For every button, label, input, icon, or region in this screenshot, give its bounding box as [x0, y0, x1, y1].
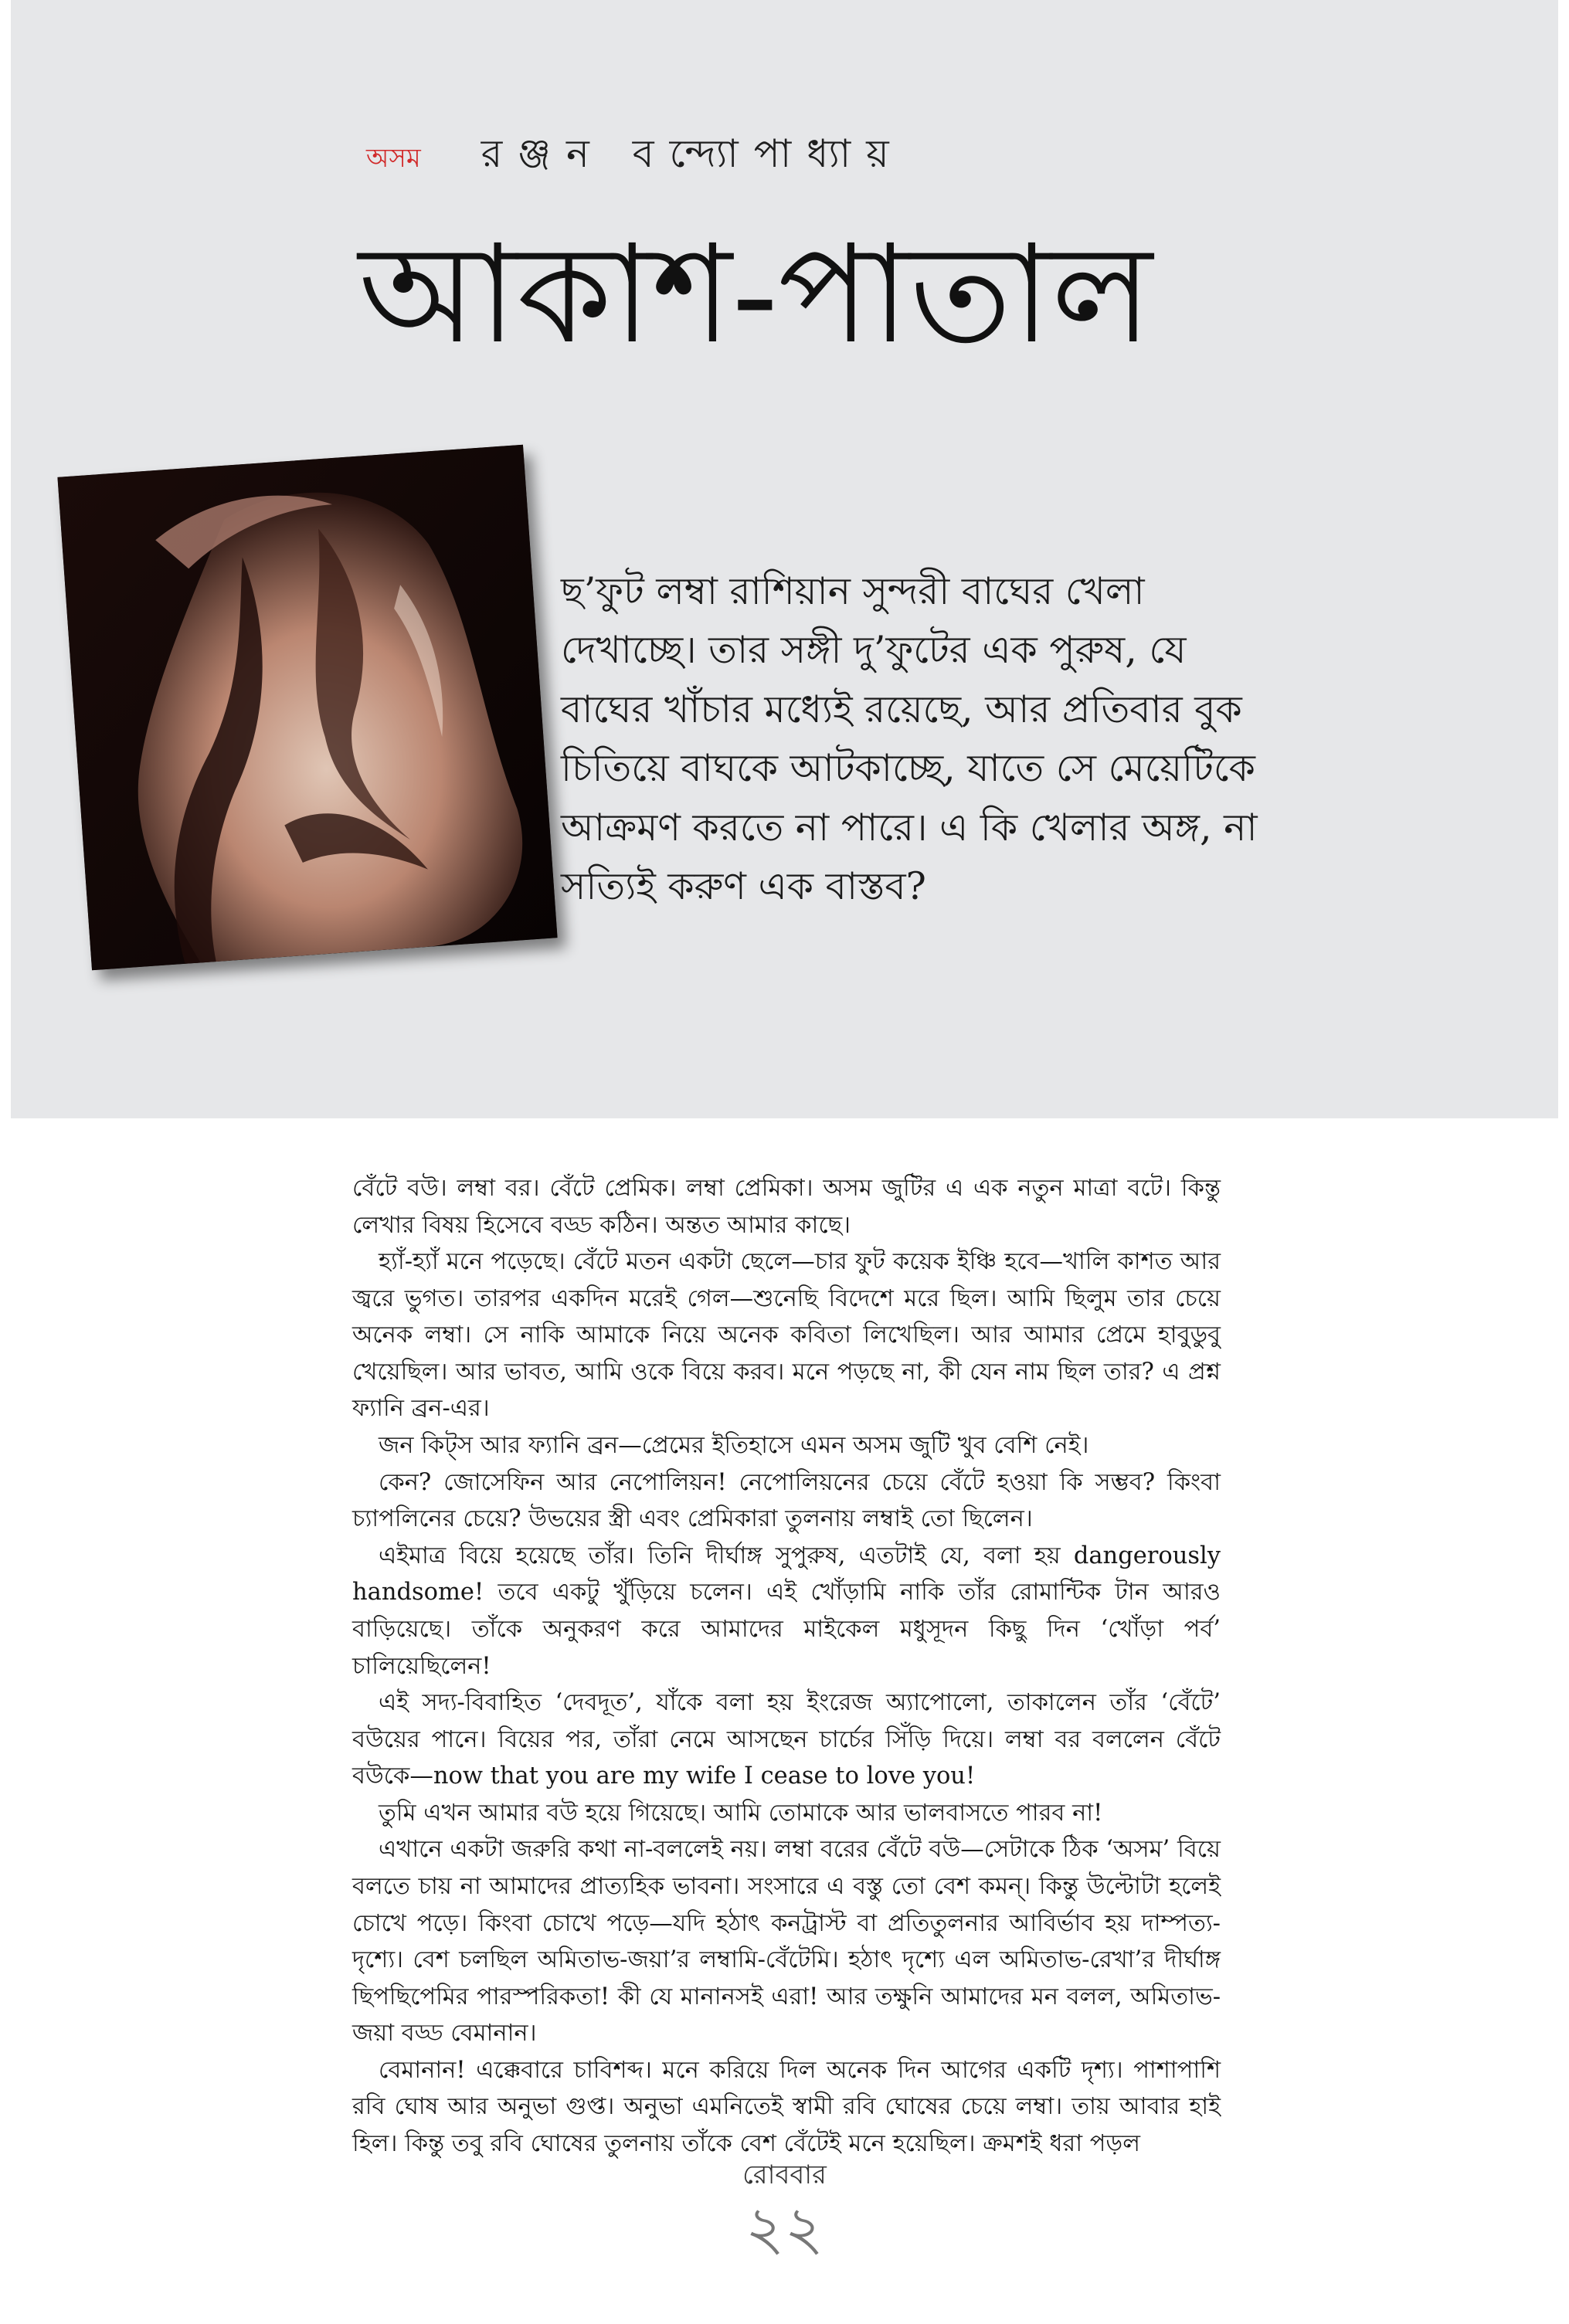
header-panel: [11, 0, 1558, 1118]
article-body: [352, 1170, 1221, 2163]
lede-line: সত্যিই করুণ এক বাস্তব?: [561, 864, 926, 909]
body-paragraph: বেমানান! এক্কেবারে চাবিশব্দ। মনে করিয়ে দিল অনেক দিন আগের একটি দৃশ্য। পাশাপাশি রবি ঘোষ আর অনুভা গুপ্ত। অনুভা এমনিতেই স্বামী রবি ঘোষের চেয়ে লম্বা। তায় আবার হাই হিল। কিন্তু তবু রবি ঘোষের তুলনায় তাঁকে বেশ বেঁটেই মনে হয়েছিল। ক্রমশই ধরা পড়ল: [352, 2056, 1221, 2158]
embracing-figures-illustration: [57, 445, 557, 971]
page-number: ২২: [745, 2194, 824, 2264]
body-paragraph: এইমাত্র বিয়ে হয়েছে তাঁর। তিনি দীর্ঘাঙ্গ সুপুরুষ, এতটাই যে, বলা হয় dangerously handsome! তবে একটু খুঁড়িয়ে চলেন। এই খোঁড়ামি নাকি তাঁর রোমান্টিক টান আরও বাড়িয়েছে। তাঁকে অনুকরণ করে আমাদের মাইকেল মধুসূদন কিছু দিন ‘খোঁড়া পর্ব’ চালিয়েছিলেন!: [352, 1542, 1221, 1680]
body-paragraph: বেঁটে বউ। লম্বা বর। বেঁটে প্রেমিক। লম্বা প্রেমিকা। অসম জুটির এ এক নতুন মাত্রা বটে। কিন্তু লেখার বিষয় হিসেবে বড্ড কঠিন। অন্তত আমার কাছে।: [352, 1175, 1221, 1239]
author-name: রঞ্জন বন্দ্যোপাধ্যায়: [481, 131, 905, 176]
magazine-name: রোববার: [742, 2159, 827, 2190]
lede-line: চিতিয়ে বাঘকে আটকাচ্ছে, যাতে সে মেয়েটিকে: [561, 746, 1255, 791]
section-tag: অসম: [366, 143, 421, 174]
body-paragraph: জন কিট্স আর ফ্যানি ব্রন—প্রেমের ইতিহাসে এমন অসম জুটি খুব বেশি নেই।: [379, 1432, 1089, 1460]
body-paragraph: এই সদ্য-বিবাহিত ‘দেবদূত’, যাঁকে বলা হয় ইংরেজ অ্যাপোলো, তাকালেন তাঁর ‘বেঁটে’ বউয়ের পানে। বিয়ের পর, তাঁরা নেমে আসছেন চার্চের সিঁড়ি দিয়ে। লম্বা বর বললেন বেঁটে বউকে—now that you are my wife I cease to love you!: [352, 1689, 1221, 1790]
byline: [366, 125, 905, 189]
lede-line: বাঘের খাঁচার মধ্যেই রয়েছে, আর প্রতিবার বুক: [561, 687, 1242, 731]
lede-line: ছ’ফুট লম্বা রাশিয়ান সুন্দরী বাঘের খেলা: [561, 569, 1145, 613]
article-title: আকাশ-পাতাল: [358, 215, 1153, 374]
body-paragraph: তুমি এখন আমার বউ হয়ে গিয়েছে। আমি তোমাকে আর ভালবাসতে পারব না!: [379, 1799, 1103, 1827]
page-footer: [0, 2155, 1569, 2264]
lede-line: আক্রমণ করতে না পারে। এ কি খেলার অঙ্গ, না: [561, 805, 1258, 850]
lede-blurb: [561, 562, 1372, 917]
body-paragraph: হ্যাঁ-হ্যাঁ মনে পড়েছে। বেঁটে মতন একটা ছেলে—চার ফুট কয়েক ইঞ্চি হবে—খালি কাশত আর জ্বরে ভুগত। তারপর একদিন মরেই গেল—শুনেছি বিদেশে মরে ছিল। আমি ছিলুম তার চেয়ে অনেক লম্বা। সে নাকি আমাকে নিয়ে অনেক কবিতা লিখেছিল। আর আমার প্রেমে হাবুডুবু খেয়েছিল। আর ভাবত, আমি ওকে বিয়ে করব। মনে পড়ছে না, কী যেন নাম ছিল তার? এ প্রশ্ন ফ্যানি ব্রন-এর।: [352, 1248, 1221, 1423]
body-paragraph: কেন? জোসেফিন আর নেপোলিয়ন! নেপোলিয়নের চেয়ে বেঁটে হওয়া কি সম্ভব? কিংবা চ্যাপলিনের চেয়ে? উভয়ের স্ত্রী এবং প্রেমিকারা তুলনায় লম্বাই তো ছিলেন।: [352, 1468, 1221, 1533]
body-paragraph: এখানে একটা জরুরি কথা না-বললেই নয়। লম্বা বরের বেঁটে বউ—সেটাকে ঠিক ‘অসম’ বিয়ে বলতে চায় না আমাদের প্রাত্যহিক ভাবনা। সংসারে এ বস্তু তো বেশ কমন্। কিন্তু উল্টোটা হলেই চোখে পড়ে। কিংবা চোখে পড়ে—যদি হঠাৎ কনট্রাস্ট বা প্রতিতুলনার আবির্ভাব হয় দাম্পত্য-দৃশ্যে। বেশ চলছিল অমিতাভ-জয়া’র লম্বামি-বেঁটেমি। হঠাৎ দৃশ্যে এল অমিতাভ-রেখা’র দীর্ঘাঙ্গ ছিপছিপেমির পারস্পরিকতা! কী যে মানানসই এরা! আর তক্ষুনি আমাদের মন বলল, অমিতাভ-জয়া বড্ড বেমানান।: [352, 1836, 1221, 2047]
lede-line: দেখাচ্ছে। তার সঙ্গী দু’ফুটের এক পুরুষ, যে: [561, 628, 1187, 673]
